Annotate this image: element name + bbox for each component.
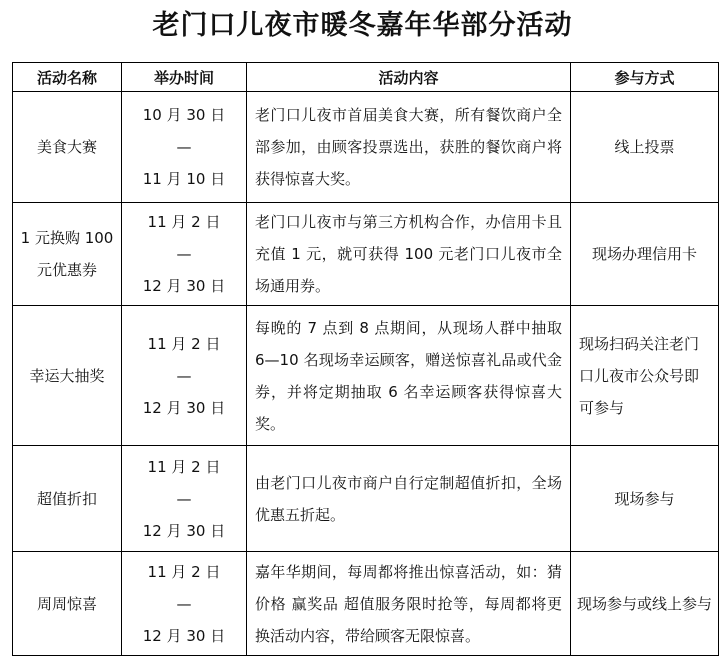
activity-name-cell: 超值折扣	[13, 446, 122, 552]
document-title: 老门口儿夜市暖冬嘉年华部分活动	[152, 10, 573, 41]
table-row	[13, 306, 719, 446]
date-separator: —	[176, 245, 192, 263]
date-end: 12 月 30 日	[142, 398, 226, 417]
header-time: 举办时间	[122, 63, 247, 92]
activity-name-cell: 美食大赛	[13, 92, 122, 203]
header-activity-name: 活动名称	[13, 63, 122, 92]
date-start: 10 月 30 日	[142, 106, 226, 124]
date-start: 11 月 2 日	[147, 334, 221, 353]
date-separator: —	[176, 489, 192, 508]
date-start: 11 月 2 日	[147, 213, 221, 231]
date-start: 11 月 2 日	[147, 457, 221, 476]
time-cell	[122, 446, 247, 552]
time-cell	[122, 552, 247, 656]
table-row	[13, 203, 719, 306]
date-separator: —	[176, 138, 192, 156]
header-content: 活动内容	[247, 63, 571, 92]
table-row	[13, 92, 719, 203]
date-end: 12 月 30 日	[142, 521, 226, 540]
method-cell: 现场办理信用卡	[571, 203, 719, 306]
activity-name-cell	[13, 203, 122, 306]
method-cell: 线上投票	[571, 92, 719, 203]
activity-name-cell: 幸运大抽奖	[13, 306, 122, 446]
activity-table	[12, 62, 719, 656]
content-cell: 由老门口儿夜市商户自行定制超值折扣，全场优惠五折起。	[247, 446, 571, 552]
table-row	[13, 446, 719, 552]
time-cell	[122, 92, 247, 203]
method-cell: 现场参与	[571, 446, 719, 552]
content-cell: 每晚的 7 点到 8 点期间，从现场人群中抽取 6—10 名现场幸运顾客，赠送惊喜礼品或代金券，并将定期抽取 6 名幸运顾客获得惊喜大奖。	[247, 306, 571, 446]
content-cell: 老门口儿夜市与第三方机构合作，办信用卡且充值 1 元，就可获得 100 元老门口儿夜市全场通用券。	[247, 203, 571, 306]
date-end: 12 月 30 日	[142, 626, 226, 645]
time-cell	[122, 203, 247, 306]
time-cell	[122, 306, 247, 446]
date-end: 12 月 30 日	[142, 277, 226, 295]
date-separator: —	[176, 594, 192, 613]
method-cell: 现场扫码关注老门口儿夜市公众号即可参与	[571, 306, 719, 446]
table-row	[13, 552, 719, 656]
date-separator: —	[176, 366, 192, 385]
activity-name-text: 1 元换购 100 元优惠券	[20, 229, 114, 279]
header-method: 参与方式	[571, 63, 719, 92]
content-cell: 老门口儿夜市首届美食大赛，所有餐饮商户全部参加，由顾客投票选出，获胜的餐饮商户将获得惊喜大奖。	[247, 92, 571, 203]
table-header-row	[13, 63, 719, 92]
date-start: 11 月 2 日	[147, 562, 221, 581]
activity-name-cell: 周周惊喜	[13, 552, 122, 656]
content-cell: 嘉年华期间，每周都将推出惊喜活动，如：猜价格 赢奖品 超值服务限时抢等，每周都将更换活动内容，带给顾客无限惊喜。	[247, 552, 571, 656]
method-cell: 现场参与或线上参与	[571, 552, 719, 656]
date-end: 11 月 10 日	[142, 170, 226, 188]
